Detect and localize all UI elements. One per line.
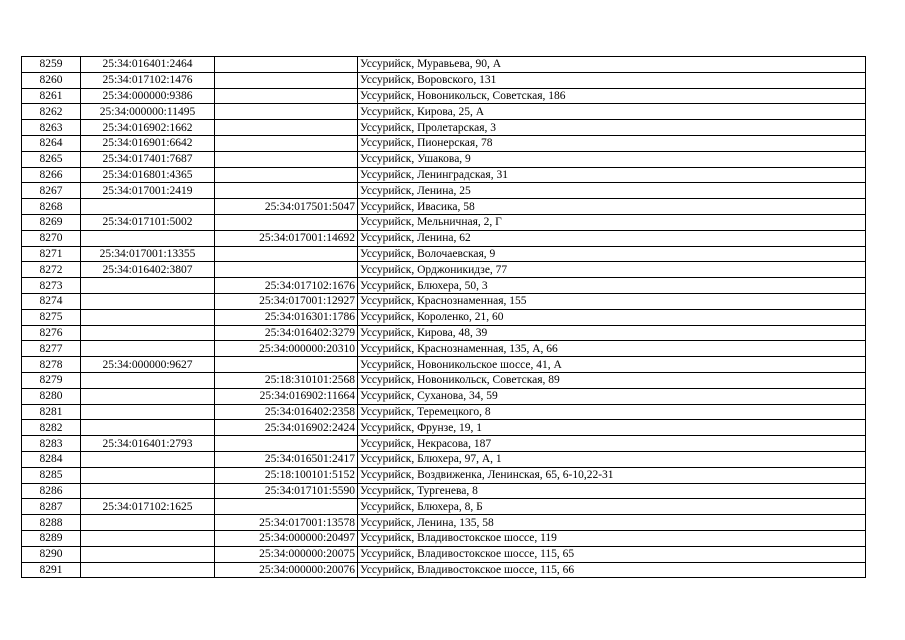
- row-number-cell: 8291: [22, 562, 81, 578]
- table-row: [22, 388, 866, 404]
- table-row: [22, 278, 866, 294]
- cadastral-number-alt-cell: 25:34:016501:2417: [215, 451, 358, 467]
- cadastral-number-alt-cell: 25:34:000000:20076: [215, 562, 358, 578]
- row-number-cell: 8280: [22, 388, 81, 404]
- cadastral-number-alt-cell: 25:34:016402:3279: [215, 325, 358, 341]
- address-cell: Уссурийск, Некрасова, 187: [358, 436, 866, 452]
- row-number-cell: 8269: [22, 214, 81, 230]
- row-number-cell: 8267: [22, 183, 81, 199]
- table-row: [22, 199, 866, 215]
- cadastral-number-alt-cell: 25:34:017501:5047: [215, 199, 358, 215]
- row-number-cell: 8274: [22, 293, 81, 309]
- cadastral-number-alt-cell: 25:34:017102:1676: [215, 278, 358, 294]
- cadastral-number-cell: [81, 293, 215, 309]
- address-cell: Уссурийск, Волочаевская, 9: [358, 246, 866, 262]
- row-number-cell: 8261: [22, 88, 81, 104]
- address-cell: Уссурийск, Теремецкого, 8: [358, 404, 866, 420]
- row-number-cell: 8290: [22, 546, 81, 562]
- cadastral-number-alt-cell: [215, 151, 358, 167]
- row-number-cell: 8286: [22, 483, 81, 499]
- cadastral-number-alt-cell: [215, 120, 358, 136]
- cadastral-number-alt-cell: 25:34:017101:5590: [215, 483, 358, 499]
- table-row: [22, 499, 866, 515]
- table-row: [22, 325, 866, 341]
- cadastral-number-cell: [81, 230, 215, 246]
- row-number-cell: 8262: [22, 104, 81, 120]
- table-row: [22, 246, 866, 262]
- cadastral-number-cell: [81, 515, 215, 531]
- address-cell: Уссурийск, Ленина, 62: [358, 230, 866, 246]
- cadastral-number-cell: 25:34:000000:11495: [81, 104, 215, 120]
- table-row: [22, 120, 866, 136]
- cadastral-number-alt-cell: [215, 262, 358, 278]
- address-cell: Уссурийск, Новоникольск, Советская, 186: [358, 88, 866, 104]
- cadastral-number-cell: 25:34:017401:7687: [81, 151, 215, 167]
- cadastral-number-cell: [81, 420, 215, 436]
- cadastral-number-cell: [81, 341, 215, 357]
- row-number-cell: 8260: [22, 72, 81, 88]
- table-row: [22, 357, 866, 373]
- table-row: [22, 341, 866, 357]
- table-row: [22, 135, 866, 151]
- address-cell: Уссурийск, Ленина, 135, 58: [358, 515, 866, 531]
- address-cell: Уссурийск, Краснознаменная, 135, А, 66: [358, 341, 866, 357]
- cadastral-number-cell: 25:34:017001:2419: [81, 183, 215, 199]
- row-number-cell: 8264: [22, 135, 81, 151]
- cadastral-number-alt-cell: [215, 104, 358, 120]
- table-row: [22, 293, 866, 309]
- cadastral-number-cell: 25:34:000000:9386: [81, 88, 215, 104]
- row-number-cell: 8272: [22, 262, 81, 278]
- cadastral-number-cell: 25:34:016401:2793: [81, 436, 215, 452]
- cadastral-number-alt-cell: 25:34:017001:14692: [215, 230, 358, 246]
- cadastral-number-alt-cell: [215, 246, 358, 262]
- row-number-cell: 8278: [22, 357, 81, 373]
- row-number-cell: 8271: [22, 246, 81, 262]
- row-number-cell: 8259: [22, 57, 81, 73]
- table-row: [22, 88, 866, 104]
- cadastral-number-alt-cell: [215, 357, 358, 373]
- row-number-cell: 8277: [22, 341, 81, 357]
- address-cell: Уссурийск, Пролетарская, 3: [358, 120, 866, 136]
- table-row: [22, 72, 866, 88]
- cadastral-number-cell: [81, 309, 215, 325]
- cadastral-number-cell: [81, 404, 215, 420]
- cadastral-number-alt-cell: [215, 135, 358, 151]
- address-cell: Уссурийск, Ленина, 25: [358, 183, 866, 199]
- cadastral-number-alt-cell: 25:34:000000:20075: [215, 546, 358, 562]
- row-number-cell: 8283: [22, 436, 81, 452]
- row-number-cell: 8270: [22, 230, 81, 246]
- address-cell: Уссурийск, Орджоникидзе, 77: [358, 262, 866, 278]
- table-row: [22, 262, 866, 278]
- cadastral-number-alt-cell: [215, 88, 358, 104]
- address-cell: Уссурийск, Блюхера, 50, 3: [358, 278, 866, 294]
- address-cell: Уссурийск, Короленко, 21, 60: [358, 309, 866, 325]
- row-number-cell: 8263: [22, 120, 81, 136]
- cadastral-number-alt-cell: 25:34:016402:2358: [215, 404, 358, 420]
- row-number-cell: 8275: [22, 309, 81, 325]
- row-number-cell: 8281: [22, 404, 81, 420]
- cadastral-number-cell: 25:34:017102:1625: [81, 499, 215, 515]
- cadastral-number-cell: [81, 388, 215, 404]
- cadastral-number-alt-cell: 25:34:017001:12927: [215, 293, 358, 309]
- table-row: [22, 515, 866, 531]
- cadastral-number-alt-cell: [215, 72, 358, 88]
- table-row: [22, 372, 866, 388]
- address-cell: Уссурийск, Кирова, 25, А: [358, 104, 866, 120]
- cadastral-number-alt-cell: 25:34:016301:1786: [215, 309, 358, 325]
- cadastral-table: [21, 56, 866, 578]
- address-cell: Уссурийск, Владивостокское шоссе, 119: [358, 530, 866, 546]
- address-cell: Уссурийск, Новоникольск, Советская, 89: [358, 372, 866, 388]
- table-row: [22, 183, 866, 199]
- cadastral-number-cell: [81, 278, 215, 294]
- row-number-cell: 8285: [22, 467, 81, 483]
- row-number-cell: 8282: [22, 420, 81, 436]
- table-row: [22, 562, 866, 578]
- table-row: [22, 451, 866, 467]
- row-number-cell: 8265: [22, 151, 81, 167]
- cadastral-number-cell: 25:34:017101:5002: [81, 214, 215, 230]
- cadastral-number-cell: [81, 325, 215, 341]
- cadastral-number-alt-cell: [215, 167, 358, 183]
- table-body: [22, 57, 866, 578]
- address-cell: Уссурийск, Кирова, 48, 39: [358, 325, 866, 341]
- cadastral-number-cell: [81, 530, 215, 546]
- cadastral-number-alt-cell: 25:34:016902:2424: [215, 420, 358, 436]
- address-cell: Уссурийск, Мельничная, 2, Г: [358, 214, 866, 230]
- address-cell: Уссурийск, Суханова, 34, 59: [358, 388, 866, 404]
- table-row: [22, 151, 866, 167]
- cadastral-number-cell: 25:34:016902:1662: [81, 120, 215, 136]
- cadastral-number-alt-cell: [215, 57, 358, 73]
- cadastral-number-cell: [81, 451, 215, 467]
- row-number-cell: 8287: [22, 499, 81, 515]
- address-cell: Уссурийск, Воровского, 131: [358, 72, 866, 88]
- cadastral-number-cell: [81, 562, 215, 578]
- table-row: [22, 57, 866, 73]
- table-row: [22, 483, 866, 499]
- address-cell: Уссурийск, Владивостокское шоссе, 115, 65: [358, 546, 866, 562]
- address-cell: Уссурийск, Ивасика, 58: [358, 199, 866, 215]
- cadastral-number-cell: 25:34:017001:13355: [81, 246, 215, 262]
- cadastral-number-cell: [81, 199, 215, 215]
- address-cell: Уссурийск, Блюхера, 97, А, 1: [358, 451, 866, 467]
- cadastral-number-alt-cell: 25:18:310101:2568: [215, 372, 358, 388]
- table-row: [22, 104, 866, 120]
- address-cell: Уссурийск, Краснознаменная, 155: [358, 293, 866, 309]
- row-number-cell: 8288: [22, 515, 81, 531]
- address-cell: Уссурийск, Тургенева, 8: [358, 483, 866, 499]
- row-number-cell: 8289: [22, 530, 81, 546]
- row-number-cell: 8268: [22, 199, 81, 215]
- cadastral-number-alt-cell: 25:34:016902:11664: [215, 388, 358, 404]
- cadastral-number-cell: 25:34:016901:6642: [81, 135, 215, 151]
- cadastral-number-alt-cell: [215, 499, 358, 515]
- table-row: [22, 420, 866, 436]
- address-cell: Уссурийск, Ушакова, 9: [358, 151, 866, 167]
- cadastral-number-alt-cell: 25:34:017001:13578: [215, 515, 358, 531]
- cadastral-number-alt-cell: 25:34:000000:20310: [215, 341, 358, 357]
- address-cell: Уссурийск, Пионерская, 78: [358, 135, 866, 151]
- row-number-cell: 8284: [22, 451, 81, 467]
- cadastral-number-cell: [81, 467, 215, 483]
- address-cell: Уссурийск, Новоникольское шоссе, 41, А: [358, 357, 866, 373]
- cadastral-number-cell: 25:34:016402:3807: [81, 262, 215, 278]
- address-cell: Уссурийск, Воздвиженка, Ленинская, 65, 6-10,22-31: [358, 467, 866, 483]
- table-row: [22, 214, 866, 230]
- cadastral-number-cell: [81, 483, 215, 499]
- table-row: [22, 436, 866, 452]
- table-row: [22, 467, 866, 483]
- table-row: [22, 530, 866, 546]
- cadastral-number-alt-cell: [215, 183, 358, 199]
- row-number-cell: 8273: [22, 278, 81, 294]
- table-row: [22, 404, 866, 420]
- table-row: [22, 167, 866, 183]
- row-number-cell: 8266: [22, 167, 81, 183]
- address-cell: Уссурийск, Ленинградская, 31: [358, 167, 866, 183]
- row-number-cell: 8279: [22, 372, 81, 388]
- cadastral-number-alt-cell: 25:34:000000:20497: [215, 530, 358, 546]
- table-row: [22, 309, 866, 325]
- table-row: [22, 546, 866, 562]
- row-number-cell: 8276: [22, 325, 81, 341]
- cadastral-number-cell: 25:34:000000:9627: [81, 357, 215, 373]
- cadastral-number-alt-cell: [215, 214, 358, 230]
- cadastral-number-cell: 25:34:016401:2464: [81, 57, 215, 73]
- cadastral-number-cell: 25:34:017102:1476: [81, 72, 215, 88]
- address-cell: Уссурийск, Муравьева, 90, А: [358, 57, 866, 73]
- cadastral-number-alt-cell: [215, 436, 358, 452]
- cadastral-number-cell: 25:34:016801:4365: [81, 167, 215, 183]
- address-cell: Уссурийск, Фрунзе, 19, 1: [358, 420, 866, 436]
- address-cell: Уссурийск, Владивостокское шоссе, 115, 66: [358, 562, 866, 578]
- cadastral-number-cell: [81, 546, 215, 562]
- cadastral-number-cell: [81, 372, 215, 388]
- table-row: [22, 230, 866, 246]
- cadastral-number-alt-cell: 25:18:100101:5152: [215, 467, 358, 483]
- address-cell: Уссурийск, Блюхера, 8, Б: [358, 499, 866, 515]
